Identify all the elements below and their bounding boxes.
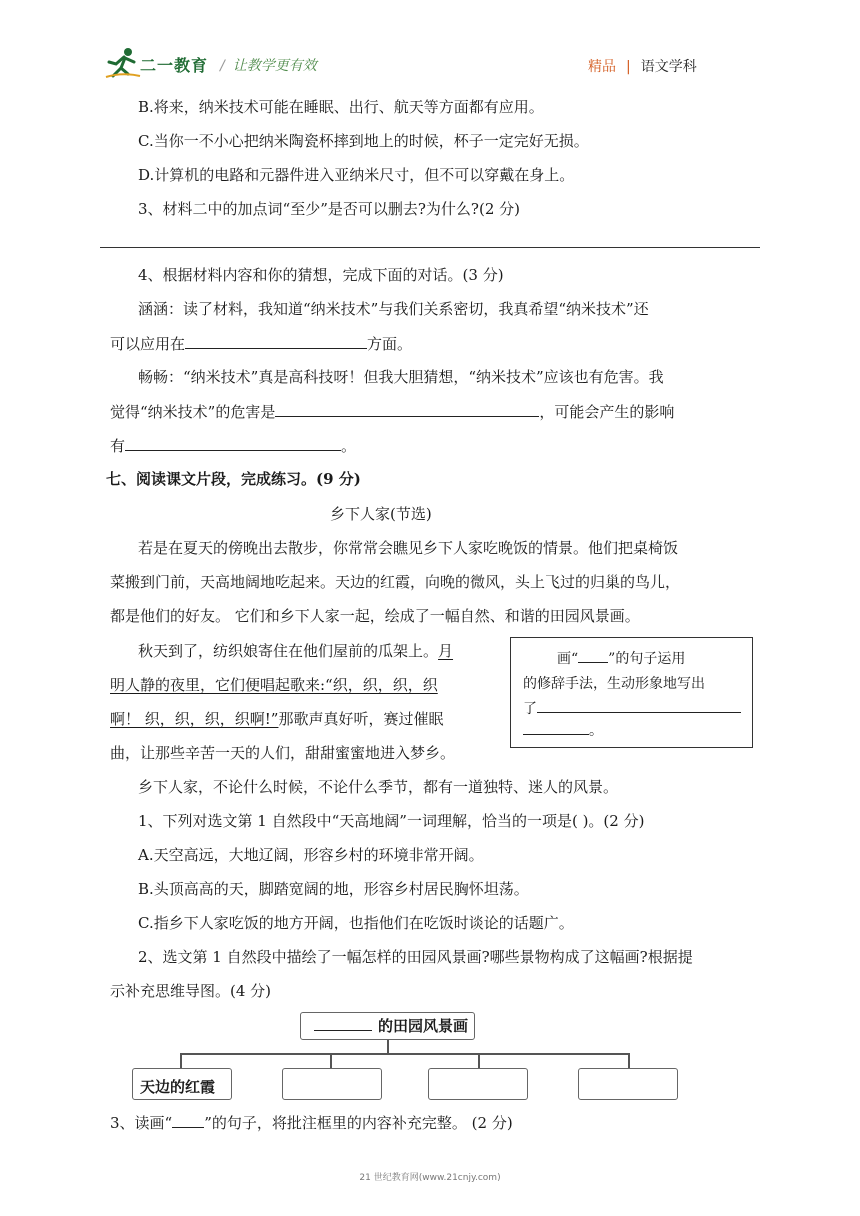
changchang-text-d: 。 [341, 437, 357, 455]
changchang-line-2 [110, 400, 674, 423]
changchang-line-1: 畅畅：“纳米技术”真是高科技呀！但我大胆猜想，“纳米技术”应该也有危害。我 [138, 368, 664, 386]
mind-map-leaf-label: 天边的红霞 [140, 1078, 216, 1096]
mind-map-connector [478, 1053, 480, 1069]
annotation-line-3 [523, 698, 741, 719]
section-7-heading: 七、阅读课文片段，完成练习。(9 分) [106, 470, 361, 488]
answer-blank[interactable] [523, 720, 589, 735]
answer-blank[interactable] [314, 1030, 372, 1031]
option-b: B.将来，纳米技术可能在睡眠、出行、航天等方面都有应用。 [138, 98, 544, 116]
page-footer: 21 世纪教育网(www.21cnjy.com) [359, 1173, 501, 1183]
changchang-text-b: ，可能会产生的影响 [539, 403, 675, 421]
slogan-slash: / [220, 58, 225, 74]
option-c: C.当你一不小心把纳米陶瓷杯摔到地上的时候，杯子一定完好无损。 [138, 132, 589, 150]
question-1: 1、下列对选文第 1 自然段中“天高地阔”一词理解，恰当的一项是( )。(2 分) [138, 812, 645, 830]
answer-blank[interactable] [185, 332, 367, 349]
passage-p2-text: 秋天到了，纺织娘寄住在他们屋前的瓜架上。 [138, 642, 439, 660]
question-3 [110, 1112, 513, 1134]
passage-p3: 乡下人家，不论什么时候，不论什么季节，都有一道独特、迷人的风景。 [138, 778, 619, 796]
hanhan-line-1: 涵涵：读了材料，我知道“纳米技术”与我们关系密切，我真希望“纳米技术”还 [138, 300, 649, 318]
answer-blank[interactable] [125, 434, 341, 451]
passage-title: 乡下人家(节选) [330, 505, 432, 523]
passage-p2-line-3 [110, 708, 443, 730]
passage-p1-line-1: 若是在夏天的傍晚出去散步，你常常会瞧见乡下人家吃晚饭的情景。他们把桌椅饭 [138, 539, 679, 557]
slogan-text: 让教学更有效 [232, 58, 317, 74]
passage-p2-line-1 [138, 640, 453, 662]
mind-map [0, 1000, 860, 1110]
question-4: 4、根据材料内容和你的猜想，完成下面的对话。(3 分) [138, 266, 504, 284]
logo [104, 46, 234, 82]
question-1-option-c: C.指乡下人家吃饭的地方开阔，也指他们在吃饭时谈论的话题广。 [138, 914, 574, 932]
annotation-line-4 [523, 720, 603, 741]
header-separator: | [626, 59, 631, 75]
question-2-line-1: 2、选文第 1 自然段中描绘了一幅怎样的田园风景画?哪些景物构成了这幅画?根据提 [138, 948, 693, 966]
question-3-text: ”的句子，将批注框里的内容补充完整。 (2 分) [204, 1114, 513, 1132]
passage-p2-line-4: 曲，让那些辛苦一天的人们，甜甜蜜蜜地进入梦乡。 [110, 744, 456, 762]
mind-map-connector [180, 1053, 182, 1069]
annotation-text: 。 [589, 723, 603, 739]
question-3-text: 3、读画“ [110, 1114, 173, 1132]
hanhan-text-a: 可以应用在 [110, 335, 186, 353]
mind-map-connector [330, 1053, 332, 1069]
hanhan-line-2 [110, 332, 412, 355]
question-3-prev: 3、材料二中的加点词“至少”是否可以删去?为什么?(2 分) [138, 200, 520, 218]
quality-label: 精品 [588, 59, 616, 75]
mind-map-leaf-blank[interactable] [282, 1068, 382, 1100]
answer-blank[interactable] [537, 698, 741, 713]
annotation-text: 了 [523, 701, 537, 717]
annotation-line-1 [557, 648, 685, 669]
hanhan-text-b: 方面。 [367, 335, 413, 353]
underlined-sentence: 明人静的夜里，它们便唱起歌来:“织，织，织，织 [110, 676, 438, 694]
logo-text: 二一教育 [140, 56, 209, 75]
annotation-text: ”的句子运用 [608, 651, 686, 667]
answer-line[interactable] [100, 247, 760, 248]
header-right [588, 56, 697, 76]
underline-mark [172, 1113, 204, 1128]
changchang-text-a: 觉得“纳米技术”的危害是 [110, 403, 276, 421]
underlined-sentence: 啊！ 织，织，织，织啊!” [110, 710, 279, 728]
mind-map-connector [628, 1053, 630, 1069]
changchang-text-c: 有 [110, 437, 126, 455]
passage-p2-line-2 [110, 674, 438, 696]
changchang-line-3 [110, 434, 356, 457]
annotation-text: 画“ [557, 651, 579, 667]
mind-map-title: 的田园风景画 [378, 1017, 469, 1035]
annotation-line-2: 的修辞手法，生动形象地写出 [523, 676, 705, 692]
subject-label: 语文学科 [640, 59, 697, 75]
passage-p2-text: 那歌声真好听，赛过催眠 [278, 710, 444, 728]
question-1-option-b: B.头顶高高的天，脚踏宽阔的地，形容乡村居民胸怀坦荡。 [138, 880, 529, 898]
mind-map-connector [180, 1053, 630, 1055]
mind-map-connector [387, 1040, 389, 1054]
mind-map-leaf-blank[interactable] [578, 1068, 678, 1100]
annotation-box [510, 637, 753, 748]
slogan [220, 55, 317, 75]
option-d: D.计算机的电路和元器件进入亚纳米尺寸，但不可以穿戴在身上。 [138, 166, 575, 184]
runner-logo-icon [104, 46, 142, 80]
passage-p1-line-2: 菜搬到门前，天高地阔地吃起来。天边的红霞，向晚的微风，头上飞过的归巢的鸟儿， [110, 573, 681, 591]
answer-blank[interactable] [275, 400, 539, 417]
page-header [0, 0, 860, 90]
passage-p1-line-3: 都是他们的好友。 它们和乡下人家一起，绘成了一幅自然、和谐的田园风景画。 [110, 607, 640, 625]
question-2-line-2: 示补充思维导图。(4 分) [110, 982, 272, 1000]
question-1-option-a: A.天空高远，大地辽阔，形容乡村的环境非常开阔。 [138, 846, 484, 864]
underlined-sentence: 月 [438, 642, 454, 660]
mind-map-leaf-blank[interactable] [428, 1068, 528, 1100]
underline-mark [578, 648, 608, 663]
